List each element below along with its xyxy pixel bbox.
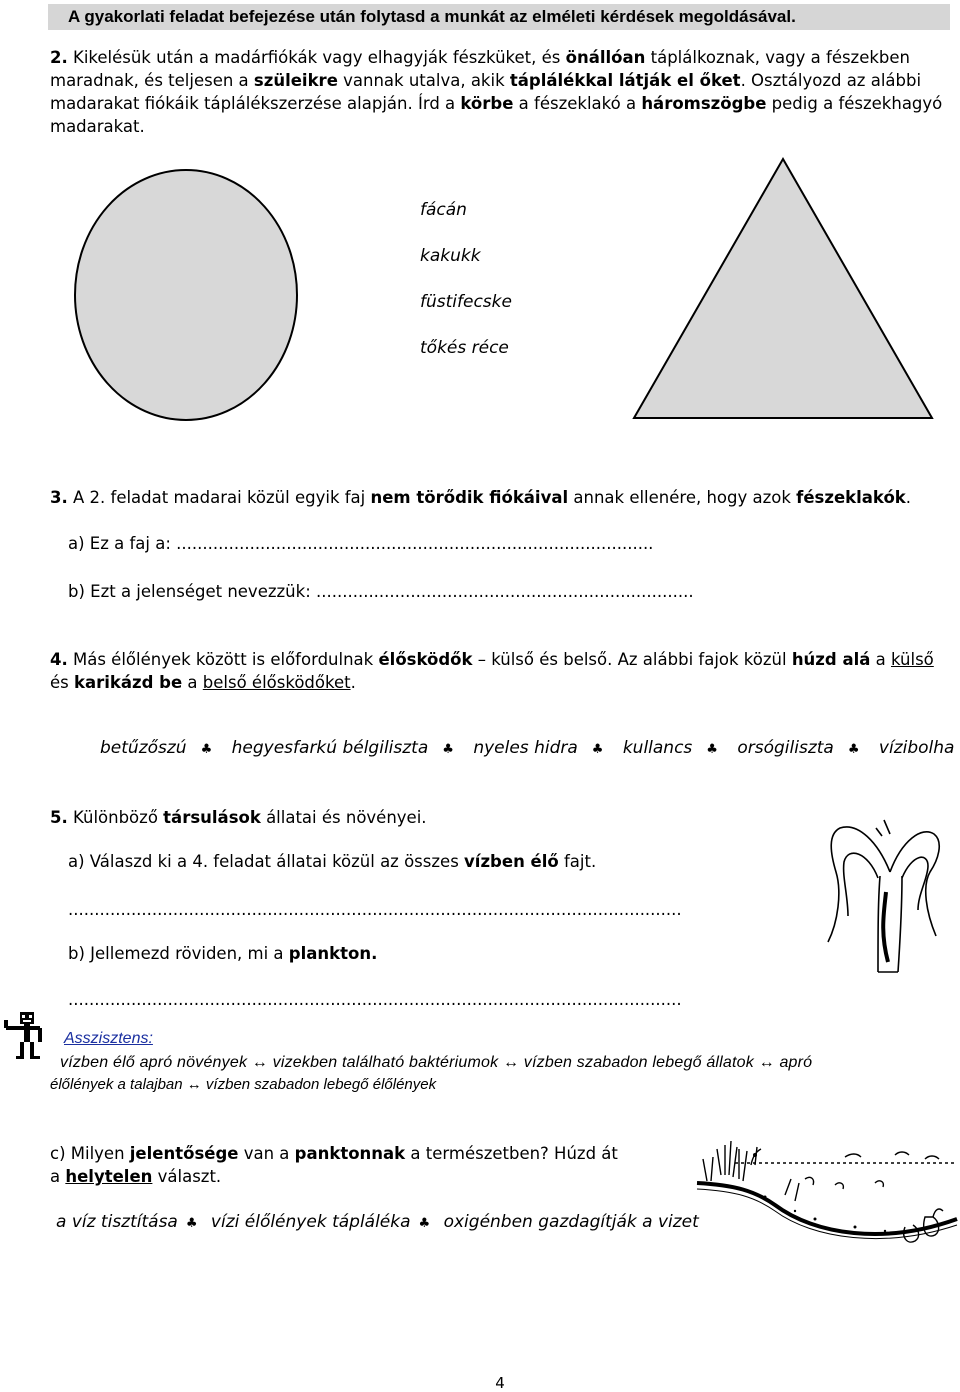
club-icon: ♣ — [591, 742, 604, 757]
option-item[interactable]: vízi élőlények tápláléka — [210, 1212, 411, 1232]
task3-question-a: a) Ez a faj a: ........................................................................................... — [68, 534, 654, 553]
species-item[interactable]: vízibolha — [878, 738, 955, 758]
assistant-line-2: élőlények a talajban ↔ vízben szabadon lebegő élőlények — [50, 1076, 437, 1093]
parasite-list — [100, 738, 954, 758]
significance-options — [56, 1212, 699, 1232]
bird-item: kakukk — [420, 246, 481, 266]
club-icon: ♣ — [185, 1216, 198, 1231]
bird-list — [420, 200, 512, 384]
option-item[interactable]: a víz tisztítása — [56, 1212, 178, 1232]
bird-item: tőkés réce — [420, 338, 509, 358]
pond-illustration — [695, 1135, 960, 1255]
task4-text: 4. Más élőlények között is előfordulnak élősködők – külső és belső. Az alábbi fajok közül húzd alá a külső és karikázd be a belső élősködőket. — [50, 650, 934, 692]
task3-text: 3. A 2. feladat madarai közül egyik faj nem törődik fiókáival annak ellenére, hogy azok fészeklakók. — [50, 488, 912, 507]
page-number: 4 — [495, 1374, 505, 1392]
task5-question-b: b) Jellemezd röviden, mi a plankton. — [68, 944, 378, 963]
task3-question-b: b) Ezt a jelenséget nevezzük: ........................................................................ — [68, 582, 694, 601]
option-item[interactable]: oxigénben gazdagítják a vizet — [443, 1212, 699, 1232]
club-icon: ♣ — [706, 742, 718, 757]
species-item[interactable]: hegyesfarkú bélgiliszta — [231, 738, 429, 758]
bird-item: fácán — [420, 200, 467, 220]
club-icon: ♣ — [418, 1216, 431, 1231]
club-icon: ♣ — [200, 742, 213, 757]
task5-question-a: a) Válaszd ki a 4. feladat állatai közül az összes vízben élő fajt. — [68, 852, 597, 871]
assistant-line-1: vízben élő apró növények ↔ vizekben található baktériumok ↔ vízben szabadon lebegő állatok ↔ apró — [60, 1054, 813, 1071]
task5-text: 5. Különböző társulások állatai és növényei. — [50, 808, 427, 827]
club-icon: ♣ — [847, 742, 860, 757]
bird-item: füstifecske — [420, 292, 512, 312]
species-item[interactable]: nyeles hidra — [473, 738, 578, 758]
page-banner: A gyakorlati feladat befejezése után folytasd a munkát az elméleti kérdések megoldásával. — [48, 4, 950, 30]
club-icon: ♣ — [442, 742, 454, 757]
taskc-text: c) Milyen jelentősége van a panktonnak a természetben? Húzd át a helytelen választ. — [50, 1144, 618, 1186]
assistant-title: Asszisztens: — [64, 1030, 153, 1047]
answer-line-a[interactable]: ..................................................................................................................... — [68, 900, 682, 919]
nest-leaver-triangle[interactable] — [630, 155, 940, 425]
answer-line-b[interactable]: ..................................................................................................................... — [68, 990, 682, 1009]
assistant-robot-icon — [2, 1010, 48, 1062]
nest-dweller-circle[interactable] — [70, 160, 310, 430]
species-item[interactable]: orsógiliszta — [737, 738, 834, 758]
species-item[interactable]: betűzőszú — [100, 738, 187, 758]
task2-text: 2. Kikelésük után a madárfiókák vagy elhagyják fészküket, és önállóan táplálkoznak, vagy a fészekben maradnak, és teljesen a szüleikre vannak utalva, akik táplálékkal látják el őket. Osztályozd az alábbi madarakat fiókáik táplálékszerzése alapján. Írd a körbe a fészeklakó a háromszögbe pedig a fészekhagyó madarakat. — [50, 48, 943, 136]
hydra-illustration — [818, 812, 960, 982]
species-item[interactable]: kullancs — [622, 738, 693, 758]
